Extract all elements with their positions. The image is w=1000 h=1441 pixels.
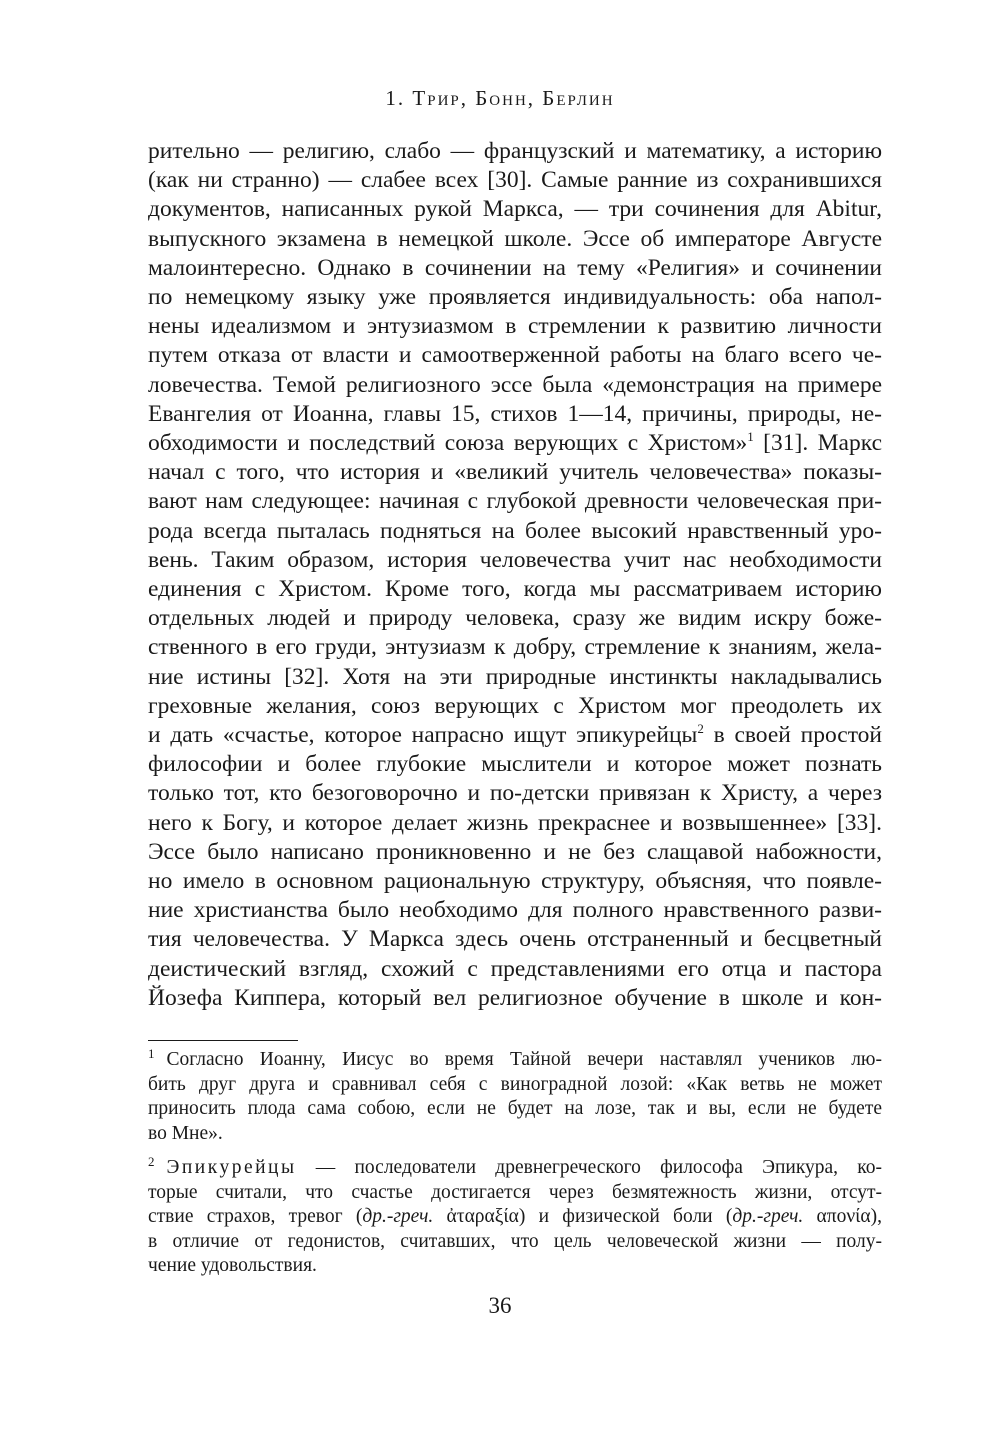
text-line: документов, написанных рукой Маркса, — три сочинения для Abitur, xyxy=(148,196,882,223)
text-line: ние истины [32]. Хотя на эти природные инстинкты накладывались xyxy=(148,663,882,690)
text-line: рительно — религию, слабо — французский и математику, а историю xyxy=(148,138,882,164)
footnote-line: в отличие от гедонистов, считавших, что цель человеческой жизни — полу- xyxy=(148,1230,882,1252)
text-line: нены идеализмом и энтузиазмом в стремлении к развитию личности xyxy=(148,313,882,340)
text-line: малоинтересно. Однако в сочинении на тему «Религия» и сочинении xyxy=(148,254,882,281)
footnote-marker: 1 xyxy=(148,1045,155,1061)
footnote-line: бить друг друга и сравнивал себя с виноградной лозой: «Как ветвь не может xyxy=(148,1073,882,1095)
text-line: но имело в основном рациональную структуру, объясняя, что появле- xyxy=(148,868,882,895)
running-head: 1. Трир, Бонн, Берлин xyxy=(385,86,615,110)
text-line: Йозефа Киппера, который вел религиозное обучение в школе и кон- xyxy=(148,984,882,1011)
text-line: греховные желания, союз верующих с Христом мог преодолеть их xyxy=(148,692,882,719)
footnotes xyxy=(148,1045,882,1289)
footnote-marker: 2 xyxy=(148,1153,155,1169)
page-number: 36 xyxy=(488,1293,512,1318)
text-line: (как ни странно) — слабее всех [30]. Самые ранние из сохранившихся xyxy=(148,167,882,194)
footnote-line: приносить плода сама собою, если не будет на лозе, так и вы, если не будете xyxy=(148,1098,882,1119)
footnote-text: — последователи древнегреческого философа Эпикура, ко- xyxy=(296,1157,882,1178)
text-line: ние христианства было необходимо для полного нравственного разви- xyxy=(148,897,882,924)
text-line: деистический взгляд, схожий с представлениями его отца и пастора xyxy=(148,955,882,982)
text-line: вают нам следующее: начиная с глубокой древности человеческая при- xyxy=(148,488,882,515)
footnote-line: торые считали, что счастье достигается через безмятежность жизни, отсут- xyxy=(148,1181,882,1203)
text-line: по немецкому языку уже проявляется индивидуальность: оба напол- xyxy=(148,284,882,311)
footnote-ref-2[interactable]: 2 xyxy=(697,721,704,737)
text-segment: обходимости и последствий союза верующих с Христом» xyxy=(148,430,748,457)
greek-term: απονία xyxy=(816,1206,871,1227)
text-line: ловечества. Темой религиозного эссе была «демонстрация на примере xyxy=(148,371,882,398)
footnote-line: во Мне». xyxy=(148,1122,223,1144)
text-line: философии и более глубокие мыслители и которое может познать xyxy=(148,751,882,778)
text-line: ственного в его груди, энтузиазм к добру, стремление к знаниям, жела- xyxy=(148,634,882,661)
footnote-ref-1[interactable]: 1 xyxy=(747,429,754,445)
text-segment: [31]. Маркс xyxy=(753,430,882,457)
footnote-line: чение удовольствия. xyxy=(148,1255,317,1276)
text-line: выпускного экзамена в немецкой школе. Эссе об императоре Августе xyxy=(148,225,882,252)
text-line-with-footnote-2 xyxy=(148,721,882,750)
text-line: путем отказа от власти и самоотверженной работы на благо всего че- xyxy=(148,342,882,369)
footnote-text: ) и физической боли ( xyxy=(518,1206,733,1227)
text-line: только тот, кто безоговорочно и по-детски привязан к Христу, а через xyxy=(148,780,882,807)
footnote-line xyxy=(148,1045,882,1073)
text-segment: в своей простой xyxy=(703,722,882,749)
footnote-1 xyxy=(148,1045,882,1146)
text-line: Евангелия от Иоанна, главы 15, стихов 1—14, причины, природы, не- xyxy=(148,400,882,427)
greek-term: ἀταραξία xyxy=(446,1206,519,1227)
main-text xyxy=(148,137,882,1013)
footnote-line xyxy=(148,1153,882,1181)
footnote-term: Эпикурейцы xyxy=(166,1157,297,1178)
footnote-2 xyxy=(148,1153,882,1279)
text-line: единения с Христом. Кроме того, когда мы рассматриваем историю xyxy=(148,576,882,603)
text-line: него к Богу, и которое делает жизнь прекраснее и возвышеннее» [33]. xyxy=(148,809,882,836)
text-line: тия человечества. У Маркса здесь очень отстраненный и бесцветный xyxy=(148,926,882,953)
text-line: Эссе было написано проникновенно и не без слащавой набожности, xyxy=(148,838,882,865)
text-line-with-footnote-1 xyxy=(148,429,882,458)
footnote-text: Согласно Иоанну, Иисус во время Тайной вечери наставлял учеников лю- xyxy=(166,1049,882,1070)
text-line: начал с того, что история и «великий учитель человечества» показы- xyxy=(148,459,882,486)
text-line: рода всегда пыталась подняться на более высокий нравственный уро- xyxy=(148,517,882,544)
text-line: отдельных людей и природу человека, сразу же видим искру боже- xyxy=(148,605,882,632)
footnote-rule xyxy=(148,1040,298,1041)
text-line: вень. Таким образом, история человечества учит нас необходимости xyxy=(148,546,882,573)
text-segment: и дать «счастье, которое напрасно ищут эпикурейцы xyxy=(148,722,698,749)
footnote-text: ствие страхов, тревог ( xyxy=(148,1206,363,1227)
footnote-line xyxy=(148,1205,882,1230)
abbreviation: др.-греч. xyxy=(732,1206,804,1227)
footnote-text: ), xyxy=(870,1206,882,1227)
abbreviation: др.-греч. xyxy=(362,1206,434,1227)
